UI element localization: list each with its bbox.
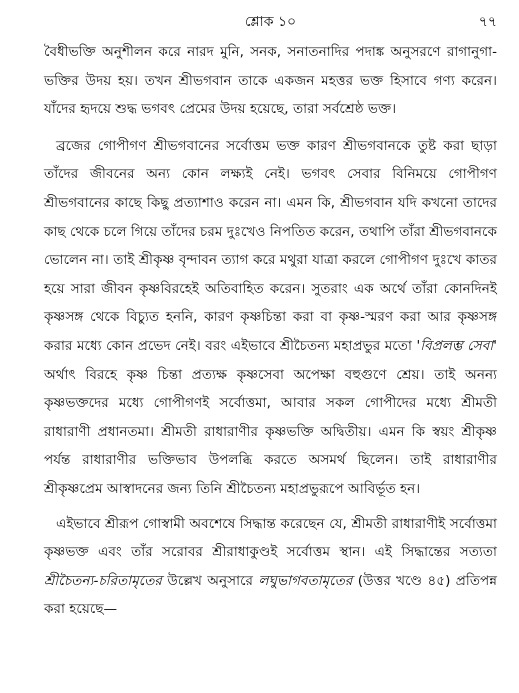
paragraph-1-text: বৈধীভক্তি অনুশীলন করে নারদ মুনি, সনক, সনাতনাদির পদাঙ্ক অনুসরণে রাগানুগা-ভক্তির উদয় হয়। তখন শ্রীভগবান তাকে একজন মহত্তর ভক্ত হিসাবে গণ্য করেন। যাঁদের হৃদয়ে শুদ্ধ ভগবৎ প্রেমের উদয় হয়েছে, তারা সর্বশ্রেষ্ঠ ভক্ত। [44,44,497,118]
paragraph-2-text-a: ব্রজের গোপীগণ শ্রীভগবানের সর্বোত্তম ভক্ত কারণ শ্রীভগবানকে তুষ্ট করা ছাড়া তাঁদের জীবনের অন্য কোন লক্ষ্যই নেই। ভগবৎ সেবার বিনিময়ে গোপীগণ শ্রীভগবানের কাছে কিছু প্রত্যাশাও করেন না। এমন কি, শ্রীভগবান যদি কখনো তাদের কাছ থেকে চলে গিয়ে তাঁদের চরম দুঃখেও নিপতিত করেন, তথাপি তাঁরা শ্রীভগবানকে ভোলেন না। তাই শ্রীকৃষ্ণ বৃন্দাবন ত্যাগ করে মথুরা যাত্রা করলে গোপীগণ দুঃখে কাতর হয়ে সারা জীবন কৃষ্ণবিরহেই অতিবাহিত করেন। সুতরাং এক অর্থে তাঁরা কোনদিনই কৃষ্ণসঙ্গ থেকে বিচ্যুত হননি, কারণ কৃষ্ণচিন্তা করা বা কৃষ্ণ-স্মরণ করা আর কৃষ্ণসঙ্গ করার মধ্যে কোন প্রভেদ নেই। বরং এইভাবে শ্রীচৈতন্য মহাপ্রভুর মতো [44,137,497,354]
page-header [44,10,497,32]
book-title-laghu-bhagavatamrita: লঘুভাগবতামৃতের [258,572,353,589]
verse-heading: শ্লোক ১০ [244,14,297,30]
italic-term-vipralambha-seva: 'বিপ্রলম্ভ সেবা' [416,337,497,354]
paragraph-2 [44,132,497,504]
page-body [44,38,497,630]
paragraph-3-text-c: (উত্তর খণ্ডে ৪৫) প্রতিপন্ন করা হয়েছে— [44,572,498,618]
paragraph-2-text-b: অর্থাৎ বিরহে কৃষ্ণ চিন্তা প্রত্যক্ষ কৃষ্ণসেবা অপেক্ষা বহুগুণে শ্রেয়। তাই অনন্য কৃষ্ণভক্তদের মধ্যে গোপীগণই সর্বোত্তমা, আবার সকল গোপীদের মধ্যে শ্রীমতী রাধারাণী প্রধানতমা। শ্রীমতী রাধারাণীর কৃষ্ণভক্তি অদ্বিতীয়। এমন কি স্বয়ং শ্রীকৃষ্ণ পর্যন্ত রাধারাণীর ভক্তিভাব উপলব্ধি করতে অসমর্থ ছিলেন। তাই রাধারাণীর শ্রীকৃষ্ণপ্রেম আস্বাদনের জন্য তিনি শ্রীচৈতন্য মহাপ্রভুরূপে আবির্ভূত হন। [44,366,497,497]
paragraph-3-text-b: উল্লেখ অনুসারে [161,572,259,589]
book-title-chaitanya-charitamrita: শ্রীচৈতন্য-চরিতামৃতের [44,572,162,589]
paragraph-1 [44,38,497,124]
paragraph-3-text-a: এইভাবে শ্রীরূপ গোস্বামী অবশেষে সিদ্ধান্ত করেছেন যে, শ্রীমতী রাধারাণীই সর্বোত্তমা কৃষ্ণভক্ত এবং তাঁর সরোবর শ্রীরাধাকুণ্ডই সর্বোত্তম স্থান। এই সিদ্ধান্তের সত্যতা [44,515,497,561]
paragraph-3 [44,510,497,624]
page-number: ৭৭ [478,14,497,30]
